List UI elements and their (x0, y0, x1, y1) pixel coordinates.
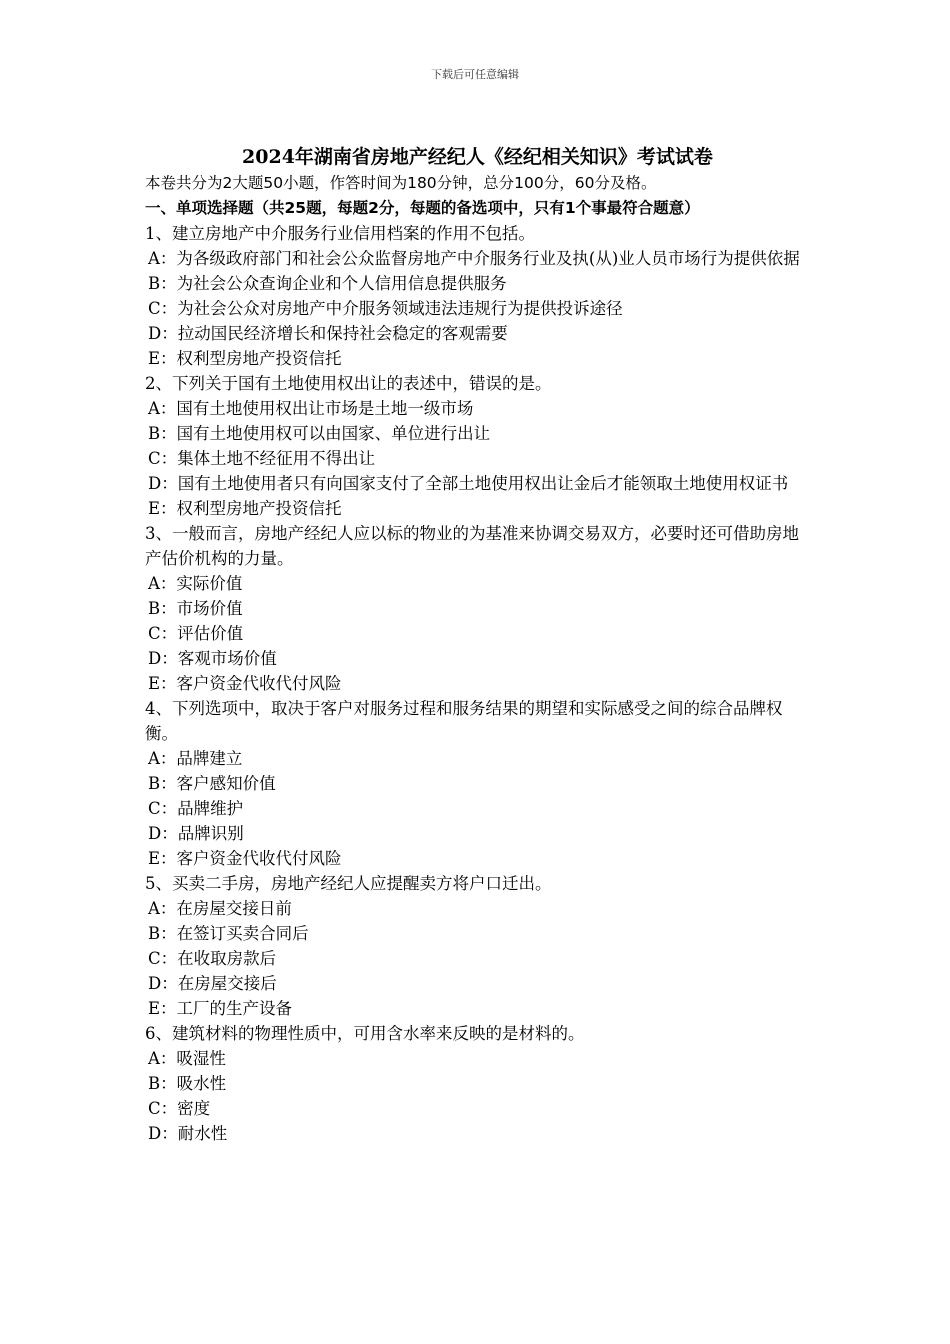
answer-option: E：权利型房地产投资信托 (148, 349, 342, 368)
answer-option: D：在房屋交接后 (148, 974, 277, 993)
question-2 (145, 371, 810, 521)
answer-option: C：密度 (148, 1099, 211, 1118)
answer-option: B：国有土地使用权可以由国家、单位进行出让 (148, 424, 491, 443)
answer-option: A：为各级政府部门和社会公众监督房地产中介服务行业及执(从)业人员市场行为提供依据 (148, 249, 800, 268)
question-4 (145, 696, 810, 871)
answer-option: C：评估价值 (148, 624, 244, 643)
question-list (145, 221, 810, 1146)
answer-option: E：客户资金代收代付风险 (148, 849, 342, 868)
answer-option: D：耐水性 (148, 1124, 228, 1143)
header-note: 下载后可任意编辑 (431, 68, 519, 81)
question-stem: 1、建立房地产中介服务行业信用档案的作用不包括。 (145, 224, 535, 243)
answer-option: D：品牌识别 (148, 824, 244, 843)
answer-option: A：实际价值 (148, 574, 243, 593)
question-stem: 4、下列选项中，取决于客户对服务过程和服务结果的期望和实际感受之间的综合品牌权衡。 (145, 699, 783, 743)
question-stem: 6、建筑材料的物理性质中，可用含水率来反映的是材料的。 (145, 1024, 585, 1043)
answer-option: A：国有土地使用权出让市场是土地一级市场 (148, 399, 474, 418)
document-title: 2024年湖南省房地产经纪人《经纪相关知识》考试试卷 (242, 146, 713, 168)
answer-option: B：市场价值 (148, 599, 243, 618)
document-content (145, 143, 810, 1146)
answer-option: B：在签订买卖合同后 (148, 924, 309, 943)
answer-option: A：品牌建立 (148, 749, 243, 768)
answer-option: D：拉动国民经济增长和保持社会稳定的客观需要 (148, 324, 508, 343)
question-stem: 2、下列关于国有土地使用权出让的表述中，错误的是。 (145, 374, 552, 393)
question-5 (145, 871, 810, 1021)
answer-option: E：权利型房地产投资信托 (148, 499, 342, 518)
answer-option: D：客观市场价值 (148, 649, 277, 668)
answer-option: E：工厂的生产设备 (148, 999, 293, 1018)
answer-option: C：品牌维护 (148, 799, 244, 818)
question-stem: 5、买卖二手房，房地产经纪人应提醒卖方将户口迁出。 (145, 874, 552, 893)
answer-option: A：在房屋交接日前 (148, 899, 292, 918)
answer-option: B：客户感知价值 (148, 774, 276, 793)
answer-option: E：客户资金代收代付风险 (148, 674, 342, 693)
question-1 (145, 221, 810, 371)
answer-option: B：为社会公众查询企业和个人信用信息提供服务 (148, 274, 507, 293)
answer-option: C：在收取房款后 (148, 949, 277, 968)
answer-option: C：为社会公众对房地产中介服务领域违法违规行为提供投诉途径 (148, 299, 623, 318)
question-stem: 3、一般而言，房地产经纪人应以标的物业的为基准来协调交易双方，必要时还可借助房地产估价机构的力量。 (145, 524, 799, 568)
question-3 (145, 521, 810, 696)
answer-option: A：吸湿性 (148, 1049, 226, 1068)
answer-option: B：吸水性 (148, 1074, 227, 1093)
exam-intro: 本卷共分为2大题50小题，作答时间为180分钟，总分100分，60分及格。 (145, 174, 657, 192)
answer-option: D：国有土地使用者只有向国家支付了全部土地使用权出让金后才能领取土地使用权证书 (148, 474, 789, 493)
answer-option: C：集体土地不经征用不得出让 (148, 449, 376, 468)
section-title: 一、单项选择题（共25题，每题2分，每题的备选项中，只有1个事最符合题意） (145, 199, 700, 217)
question-6 (145, 1021, 810, 1146)
